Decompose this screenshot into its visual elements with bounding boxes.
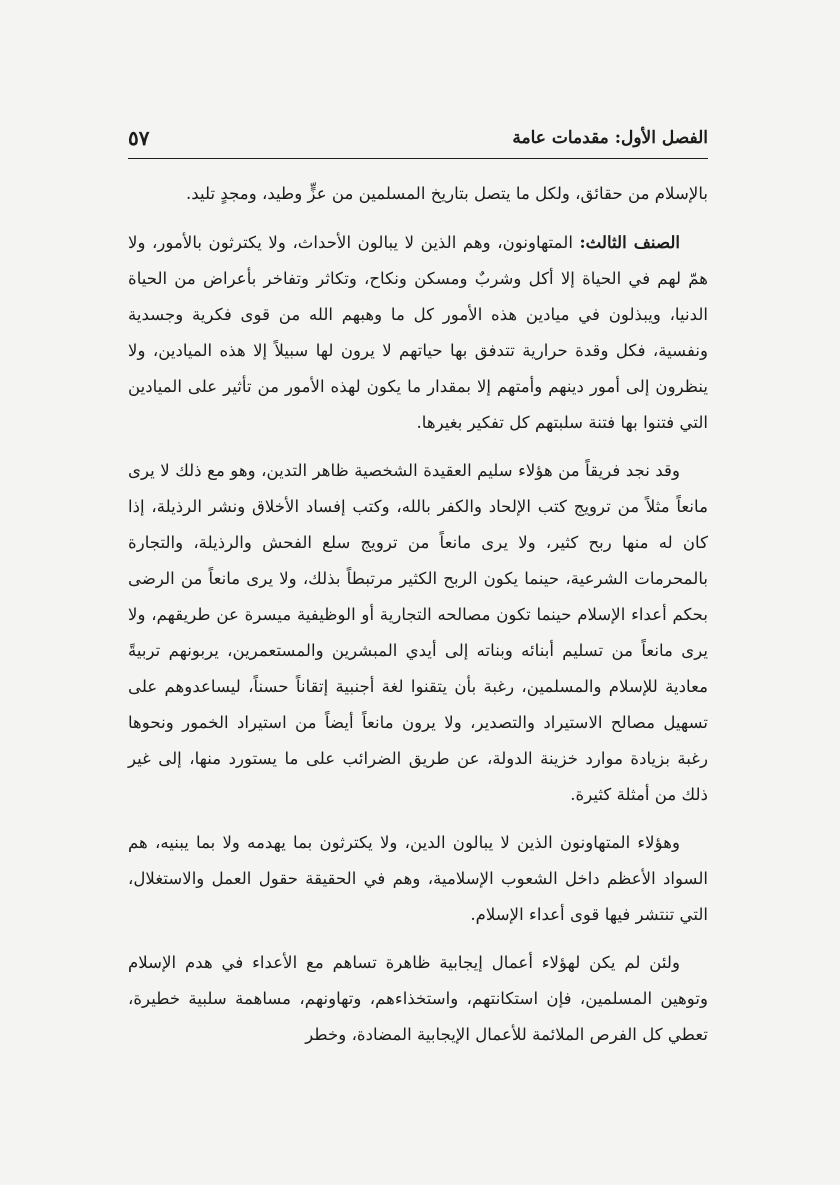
category-heading: الصنف الثالث: (579, 232, 680, 252)
paragraph-1: بالإسلام من حقائق، ولكل ما يتصل بتاريخ المسلمين من عزٍّ وطيد، ومجدٍ تليد. (186, 184, 708, 203)
paragraph-2-text: المتهاونون، وهم الذين لا يبالون الأحداث، ولا يكترثون بالأمور، ولا همّ لهم في الحياة إلا أكل وشربٌ ومسكن ونكاح، وتكاثر وتفاخر بأعراض من الحياة الدنيا، ويبذلون في ميادين هذه الأمور كل ما وهبهم الله من قوى فكرية وجسدية ونفسية، فكل وقدة حرارية تتدفق بها حياتهم لا يرون لها سبيلاً إلا هذه الميادين، ولا ينظرون إلى أمور دينهم وأمتهم إلا بمقدار ما يكون لهذه الأمور من تأثير على الميادين التي فتنوا بها فتنة سلبتهم كل تفكير بغيرها. (128, 233, 708, 432)
paragraph-2 (128, 224, 708, 441)
page-header (128, 124, 708, 158)
body-text (128, 176, 708, 1065)
paragraph-4: وهؤلاء المتهاونون الذين لا يبالون الدين، ولا يكترثون بما يهدمه ولا بما يبنيه، هم السواد الأعظم داخل الشعوب الإسلامية، وهم في الحقيقة حقول العمل والاستغلال، التي تنتشر فيها قوى أعداء الإسلام. (128, 833, 708, 924)
page-number: ٥٧ (128, 126, 150, 150)
paragraph-3: وقد نجد فريقاً من هؤلاء سليم العقيدة الشخصية ظاهر التدين، وهو مع ذلك لا يرى مانعاً مثلاً من ترويج كتب الإلحاد والكفر بالله، وكتب إفساد الأخلاق ونشر الرذيلة، إذا كان له منها ربح كثير، ولا يرى مانعاً من ترويج سلع الفحش والرذيلة، والتجارة بالمحرمات الشرعية، حينما يكون الربح الكثير مرتبطاً بذلك، ولا يرى مانعاً من الرضى بحكم أعداء الإسلام حينما تكون مصالحه التجارية أو الوظيفية ميسرة عن طريقهم، ولا يرى مانعاً من تسليم أبنائه وبناته إلى أيدي المبشرين والمستعمرين، يربونهم تربيةً معادية للإسلام والمسلمين، رغبة بأن يتقنوا لغة أجنبية إتقاناً حسناً، ليساعدوهم على تسهيل مصالح الاستيراد والتصدير، ولا يرون مانعاً أيضاً من استيراد الخمور ونحوها رغبة بزيادة موارد خزينة الدولة، عن طريق الضرائب على ما يستورد منها، إلى غير ذلك من أمثلة كثيرة. (128, 461, 708, 804)
paragraph-5: ولئن لم يكن لهؤلاء أعمال إيجابية ظاهرة تساهم مع الأعداء في هدم الإسلام وتوهين المسلمين، فإن استكانتهم، واستخذاءهم، وتهاونهم، مساهمة سلبية خطيرة، تعطي كل الفرص الملائمة للأعمال الإيجابية المضادة، وخطر (128, 953, 708, 1044)
header-rule (128, 158, 708, 159)
running-title: الفصل الأول: مقدمات عامة (512, 128, 708, 148)
